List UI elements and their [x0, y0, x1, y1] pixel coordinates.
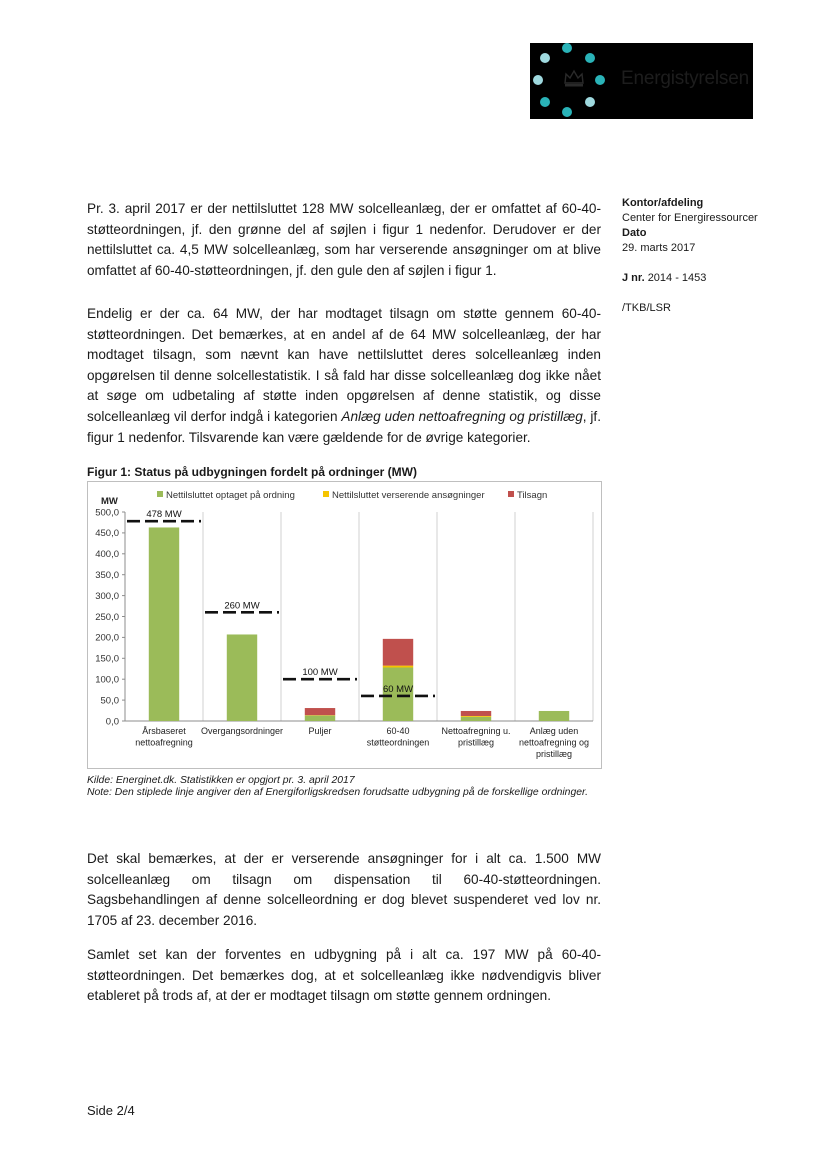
- logo-dot: [585, 53, 595, 63]
- category-label: Puljer: [308, 726, 332, 736]
- category-label: Anlæg uden: [529, 726, 579, 736]
- paragraph-2-tail: , jf. figur 1 nedenfor. Tilsvarende kan være gældende for de øvrige kategorier.: [87, 408, 601, 445]
- figure-title: Figur 1: Status på udbygningen fordelt på ordninger (MW): [87, 465, 417, 479]
- bar-segment: [461, 717, 491, 721]
- page-number: Side 2/4: [87, 1103, 135, 1118]
- bar-segment: [539, 711, 569, 721]
- y-tick-label: 0,0: [105, 716, 119, 728]
- journal-number: [622, 271, 812, 286]
- target-label: 478 MW: [146, 509, 182, 521]
- document-metadata: [622, 196, 812, 316]
- legend-label: Nettilsluttet verserende ansøgninger: [332, 490, 485, 501]
- y-tick-label: 100,0: [95, 674, 119, 686]
- legend-swatch: [508, 491, 514, 497]
- target-label: 260 MW: [224, 600, 260, 612]
- paragraph-1: Pr. 3. april 2017 er der nettilsluttet 128 MW solcelleanlæg, der er omfattet af 60-40-støtteordningen, jf. den grønne del af søjlen i figur 1 nedenfor. Derudover er der nettilsluttet ca. 4,5 MW solcelleanlæg, som har verserende ansøgninger om at blive omfattet af 60-40-støtteordningen, jf. den gule den af søjlen i figur 1.: [87, 201, 601, 278]
- crown-icon: [563, 68, 585, 88]
- paragraph-2: [87, 304, 601, 448]
- chart-svg: [87, 481, 602, 769]
- category-label: pristillæg: [457, 737, 495, 748]
- journal-number-value: 2014 - 1453: [647, 272, 707, 284]
- journal-number-label: J nr.: [622, 272, 645, 284]
- paragraph-3: Det skal bemærkes, at der er verserende ansøgninger for i alt ca. 1.500 MW solcelleanlæg om tilsagn om dispensation til 60-40-støtteordningen. Sagsbehandlingen af denne solcelleordning er dog blevet suspenderet ved lov nr. 1705 af 23. december 2016.: [87, 851, 601, 928]
- category-label: nettoafregning og: [518, 737, 590, 748]
- bar-segment: [383, 666, 413, 668]
- target-label: 60 MW: [382, 683, 414, 695]
- paragraph-2-text: Endelig er der ca. 64 MW, der har modtaget tilsagn om støtte gennem 60-40-støtteordningen. Det bemærkes, at en andel af de 64 MW solcelleanlæg, der har modtaget tilsagn, som nævnt kan have nettilsluttet deres solcelleanlæg inden opgørelsen til denne solcellestatistik. I så fald har disse solcelleanlæg dog ikke nået at søge om udbetaling af støtte inden opgørelsen af denne statistik, og disse solcelleanlæg vil derfor indgå i kategorien: [87, 306, 601, 424]
- legend-label: Tilsagn: [517, 490, 548, 501]
- logo-dot: [562, 107, 572, 117]
- y-tick-label: 450,0: [95, 528, 119, 540]
- category-label: Nettoafregning u.: [441, 726, 511, 736]
- y-tick-label: 150,0: [95, 653, 119, 665]
- logo-dot: [595, 75, 605, 85]
- y-tick-label: 250,0: [95, 611, 119, 623]
- logo-dot: [585, 97, 595, 107]
- logo-dot: [540, 97, 550, 107]
- legend-label: Nettilsluttet optaget på ordning: [166, 490, 295, 501]
- y-tick-label: 500,0: [95, 507, 119, 519]
- category-label: 60-40: [386, 726, 410, 736]
- paragraph-4: Samlet set kan der forventes en udbygning på i alt ca. 197 MW på 60-40-støtteordningen. Det bemærkes dog, at et solcelleanlæg ikke nødvendigvis bliver etableret på trods af, at der er modtaget tilsagn om støtte gennem ordningen.: [87, 947, 601, 1004]
- paragraph-2-italic: Anlæg uden nettoafregning og pristillæg: [341, 408, 583, 424]
- bar-segment: [305, 716, 335, 721]
- bar-segment: [383, 639, 413, 666]
- category-label: Årsbaseret: [142, 726, 186, 736]
- bar-segment: [461, 716, 491, 717]
- category-label: støtteordningen: [366, 737, 430, 748]
- category-label: nettoafregning: [135, 737, 193, 748]
- date-value: 29. marts 2017: [622, 242, 696, 254]
- y-tick-label: 350,0: [95, 570, 119, 581]
- y-tick-label: 300,0: [95, 590, 119, 602]
- category-label: pristillæg: [535, 749, 573, 759]
- bar-segment: [227, 634, 257, 721]
- category-label: Overgangsordninger: [200, 726, 284, 736]
- initials: /TKB/LSR: [622, 302, 671, 314]
- target-label: 100 MW: [302, 667, 338, 679]
- date-label: Dato: [622, 227, 647, 239]
- energistyrelsen-logo: [530, 43, 753, 119]
- legend-swatch: [157, 491, 163, 497]
- office-label: Kontor/afdeling: [622, 197, 704, 209]
- logo-dot: [540, 53, 550, 63]
- bar-segment: [461, 711, 491, 716]
- y-axis-label: MW: [101, 496, 118, 507]
- bar-segment: [149, 527, 179, 721]
- chart: [87, 481, 602, 769]
- y-tick-label: 50,0: [100, 695, 119, 707]
- y-tick-label: 200,0: [95, 632, 119, 644]
- logo-text: Energistyrelsen: [621, 68, 749, 89]
- logo-dot: [562, 43, 572, 53]
- legend-swatch: [323, 491, 329, 497]
- office-value: Center for Energiressourcer: [622, 212, 758, 224]
- figure-source: Kilde: Energinet.dk. Statistikken er opgjort pr. 3. april 2017: [87, 775, 355, 786]
- y-tick-label: 400,0: [95, 549, 119, 561]
- figure-note: Note: Den stiplede linje angiver den af Energiforligskredsen forudsatte udbygning på de forskellige ordninger.: [87, 786, 588, 798]
- bar-segment: [305, 708, 335, 715]
- figure-caption: [87, 775, 607, 798]
- logo-dot: [533, 75, 543, 85]
